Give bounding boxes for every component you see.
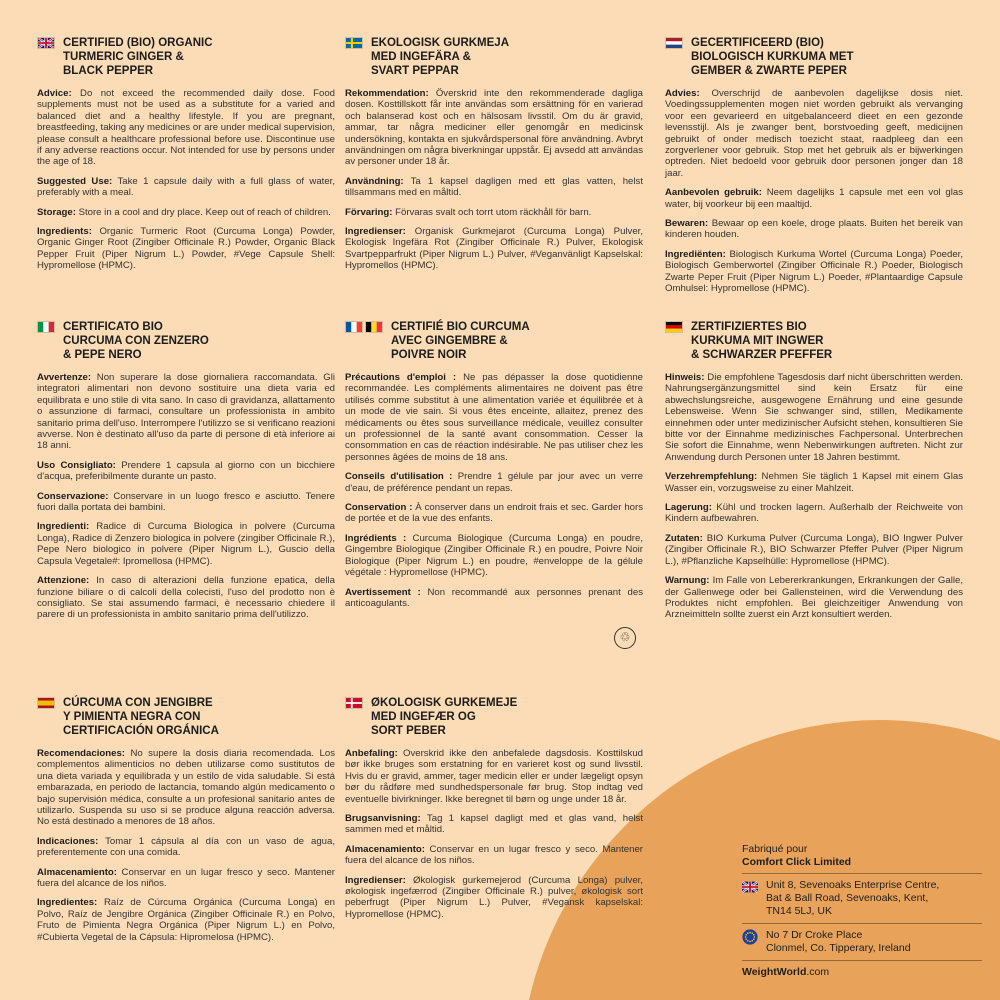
paragraph-text: Prendere 1 capsula al giorno con un bicchiere d'acqua, preferibilmente durante un pasto. (37, 459, 335, 483)
recycle-icon: ♲ (614, 627, 636, 649)
website-bold: WeightWorld (742, 966, 807, 978)
section-title: CERTIFIÉ BIO CURCUMA AVEC GINGEMBRE & POIVRE NOIR (391, 321, 530, 361)
flags (345, 697, 363, 709)
section-da (345, 696, 643, 928)
section-paragraph (665, 88, 963, 179)
belgium-flag-icon (365, 321, 383, 333)
section-paragraph (345, 844, 643, 867)
paragraph-text: Nehmen Sie täglich 1 Kapsel mit einem Glas Wasser ein, vorzugsweise zu einer Mahlzeit. (665, 471, 963, 494)
paragraph-label: Ingredientes: (37, 897, 98, 909)
paragraph-text: Take 1 capsule daily with a full glass of water, preferably with a meal. (37, 175, 335, 199)
paragraph-text: Tomar 1 cápsula al día con un vaso de agua, preferentemente con una comida. (37, 835, 335, 859)
paragraph-text: Raíz de Cúrcuma Orgánica (Curcuma Longa) en Polvo, Raíz de Jengibre Orgánica (Zingiber Officinale R.) en Polvo, Fruto de Pimienta Negra Orgánica (Piper Nigrum L.) en Polvo, #Cubierta Vegetal de la Cápsula: Hipromelosa (HPMC). (37, 897, 335, 943)
flags (37, 321, 55, 333)
section-it (37, 320, 335, 629)
section-de (665, 320, 963, 629)
paragraph-text: Tag 1 kapsel dagligt med et glas vand, helst sammen med et måltid. (345, 813, 643, 836)
paragraph-label: Lagerung: (665, 502, 712, 514)
paragraph-label: Ingredienti: (37, 521, 90, 533)
section-paragraph (345, 748, 643, 805)
netherlands-flag-icon (665, 37, 683, 49)
uk-flag-icon (37, 37, 55, 49)
section-paragraph (37, 226, 335, 272)
paragraph-text: Non recommandé aux personnes prenant des anticoagulants. (345, 586, 644, 609)
section-paragraph (37, 207, 335, 218)
paragraph-text: Kühl und trocken lagern. Außerhalb der Reichweite von Kindern aufbewahren. (665, 502, 963, 525)
paragraph-text: Biologisch Kurkuma Wortel (Curcuma Longa) Poeder, Biologisch Gemberwortel (Zingiber Officinale R.) Poeder, Biologisch Zwarte Peper Fruit (Piper Nigrum L.) Poeder, #Plantaardige Capsule Omhulsel: Hypromellose (HPMC). (665, 248, 963, 295)
section-nl (665, 36, 963, 303)
section-header (345, 696, 643, 738)
paragraph-text: Die empfohlene Tagesdosis darf nicht überschritten werden. Nahrungsergänzungsmittel sind kein Ersatz für eine abwechslungsreiche, ausgewogene Ernährung und eine gesunde Lebensweise. Wenn Sie schwanger sind, stillen, Medikamente einnehmen oder unter medizinischer Aufsicht stehen, konsultieren Sie bitte vor der Einnahme medizinisches Fachpersonal. Unterbrechen Sie sofort die Einnahme, wenn Nebenwirkungen auftreten. Nicht zur Anwendung durch Personen unter 18 Jahren bestimmt. (665, 372, 963, 463)
section-paragraph (37, 176, 335, 199)
paragraph-text: Curcuma Biologique (Curcuma Longa) en poudre, Gingembre Biologique (Zingiber Officinale R.) en poudre, Poivre Noir Biologique (Piper Nigrum L.) en poudre, #enveloppe de la gélule végétale : Hypromellose (HPMC). (345, 532, 643, 579)
paragraph-label: Advice: (37, 88, 72, 99)
section-paragraph (37, 836, 335, 859)
section-paragraph (665, 249, 963, 295)
section-paragraph (345, 207, 643, 218)
section-title: GECERTIFICEERD (BIO) BIOLOGISCH KURKUMA MET GEMBER & ZWARTE PEPER (691, 37, 854, 77)
section-paragraph (665, 533, 963, 567)
paragraph-label: Avertissement : (345, 586, 421, 598)
paragraph-label: Avvertenze: (37, 372, 92, 383)
section-paragraph (665, 575, 963, 621)
spain-flag-icon (37, 697, 55, 709)
paragraph-label: Attenzione: (37, 575, 90, 587)
flags (37, 37, 55, 49)
paragraph-label: Storage: (37, 206, 76, 218)
address-uk (742, 873, 982, 923)
paragraph-label: Aanbevolen gebruik: (665, 187, 762, 199)
section-paragraph (665, 218, 963, 241)
section-paragraph (665, 187, 963, 210)
section-fr (345, 320, 643, 617)
paragraph-label: Uso Consigliato: (37, 459, 116, 471)
paragraph-text: Im Falle von Lebererkrankungen, Erkrankungen der Galle, der Gallenwege oder bei Gallensteinen, wird die Verwendung des Produktes nicht empfohlen. Bei gleichzeitiger Anwendung von Arzneimitteln sollte zuerst ein Arzt konsultiert werden. (665, 575, 963, 621)
paragraph-text: BIO Kurkuma Pulver (Curcuma Longa), BIO Ingwer Pulver (Zingiber Officinale R.), BIO Schwarzer Pfeffer Pulver (Piper Nigrum L.), #Pflanzliche Kapselhülle: Hypromellose (HPMC). (665, 532, 963, 567)
paragraph-text: Do not exceed the recommended daily dose. Food supplements must not be used as a substitute for a varied and balanced diet and a healthy lifestyle. If you are pregnant, breastfeeding, taking any medicines or are under medical supervision, please consult a healthcare professional before use. Discontinue use if any adverse reactions occur. Not intended for use by persons under the age of 18. (37, 88, 335, 168)
section-header (37, 696, 335, 738)
paragraph-text: Organic Turmeric Root (Curcuma Longa) Powder, Organic Ginger Root (Zingiber Officinale R.) Powder, Organic Black Pepper Fruit (Piper Nigrum L.) Powder, #Vege Capsule Shell: Hypromellose (HPMC). (37, 226, 335, 272)
section-paragraph (37, 491, 335, 514)
paragraph-text: Økologisk gurkemejerod (Curcuma Longa) pulver, økologisk ingefærrod (Zingiber Officinale R.) pulver, økologisk sort peberfrugt (Piper Nigrum L.) Pulver, #Vegansk kapselskal: Hypromellose (HPMC). (345, 874, 643, 920)
section-paragraph (37, 748, 335, 828)
paragraph-label: Conservation : (345, 502, 413, 514)
section-paragraph (345, 813, 643, 836)
section-paragraph (37, 372, 335, 452)
address-ie (742, 923, 982, 960)
paragraph-text: Conservar en un lugar fresco y seco. Mantener fuera del alcance de los niños. (345, 843, 643, 867)
section-paragraph (37, 521, 335, 567)
paragraph-label: Brugsanvisning: (345, 813, 421, 825)
website-tld: .com (806, 966, 830, 978)
paragraph-label: Conseils d'utilisation : (345, 471, 453, 483)
address-uk-text: Unit 8, Sevenoaks Enterprise Centre, Bat & Ball Road, Sevenoaks, Kent, TN14 5LJ, UK (766, 879, 940, 917)
section-paragraph (37, 575, 335, 621)
section-header (665, 320, 963, 362)
paragraph-text: No supere la dosis diaria recomendada. Los complementos alimenticios no deben utilizarse como sustitutos de una dieta variada y equilibrada y un estilo de vida saludable. Si está embarazada, en periodo de lactancia, tomando algún medicamento o bajo supervisión médica, consulte a un profesional sanitario antes de utilizarlo. Suspenda su uso si se produce alguna reacción adversa. No está destinado a menores de 18 años. (37, 748, 335, 828)
eu-flag-icon (742, 929, 758, 945)
paragraph-label: Rekommendation: (345, 88, 429, 99)
section-paragraph (345, 226, 643, 272)
section-title: EKOLOGISK GURKMEJA MED INGEFÄRA & SVART PEPPAR (371, 37, 510, 77)
manufacturer-block (742, 843, 982, 978)
section-paragraph (345, 471, 643, 494)
flags (345, 321, 383, 333)
section-title: ZERTIFIZIERTES BIO KURKUMA MIT INGWER & SCHWARZER PFEFFER (691, 321, 833, 361)
paragraph-text: Conservare in un luogo fresco e asciutto. Tenere fuori dalla portata dei bambini. (37, 490, 335, 514)
section-paragraph (37, 88, 335, 168)
section-en (37, 36, 335, 280)
section-paragraph (345, 875, 643, 921)
section-paragraph (345, 176, 643, 199)
section-paragraph (37, 460, 335, 483)
paragraph-text: Överskrid inte den rekommenderade dagliga dosen. Kosttillskott får inte användas som ersättning för en varierad och balanserad kost och en hälsosam livsstil. Om du är gravid, ammar, tar några mediciner eller genomgår en medicinsk undersökning, kontakta en sjukvårdspersonal före användning. Avbryt användningen om några biverkningar uppstår. Ej avsedd att användas av personer under 18 år. (345, 88, 643, 168)
section-title: ØKOLOGISK GURKEMEJE MED INGEFÆR OG SORT PEBER (371, 697, 518, 737)
paragraph-label: Zutaten: (665, 532, 703, 544)
section-title: CÚRCUMA CON JENGIBRE Y PIMIENTA NEGRA CON CERTIFICACIÓN ORGÁNICA (63, 697, 219, 737)
paragraph-label: Ingrédients : (345, 532, 407, 544)
section-header (665, 36, 963, 78)
italy-flag-icon (37, 321, 55, 333)
section-paragraph (345, 502, 643, 525)
flags (665, 321, 683, 333)
denmark-flag-icon (345, 697, 363, 709)
paragraph-label: Précautions d'emploi : (345, 372, 457, 383)
website[interactable] (742, 960, 982, 978)
paragraph-text: Ne pas dépasser la dose quotidienne recommandée. Les compléments alimentaires ne doivent pas être utilisés comme substitut à une alimentation variée et équilibrée et à un mode de vie sain. Si vous êtes enceinte, allaitez, prenez des médicaments ou êtes sous surveillance médicale, veuillez consulter un professionnel de la santé avant consommation. Cesser la consommation en cas de réaction indésirable. Ne pas utiliser chez les personnes âgées de moins de 18 ans. (345, 372, 643, 463)
section-paragraph (345, 533, 643, 579)
paragraph-text: Prendre 1 gélule par jour avec un verre d'eau, de préférence pendant un repas. (345, 471, 643, 494)
section-header (345, 320, 643, 362)
section-header (37, 320, 335, 362)
paragraph-text: Overskrid ikke den anbefalede dagsdosis. Kosttilskud bør ikke bruges som erstatning for en varieret kost og sund livsstil. Hvis du er gravid, ammer, tager medicin eller er under lægeligt opsyn bør du rådføre med sundhedspersonale før brug. Stop indtag ved eventuelle bivirkninger. Ikke beregnet til børn og unge under 18 år. (345, 748, 643, 805)
section-es (37, 696, 335, 951)
flags (345, 37, 363, 49)
paragraph-label: Almacenamiento: (345, 843, 425, 855)
flags (665, 37, 683, 49)
paragraph-text: Radice di Curcuma Biologica in polvere (Curcuma Longa), Radice di Zenzero biologica in polvere (zingiber Officinale R.), Pepe Nero biologico in polvere (Piper Nigrum L.), Guscio della Capsula Vegetale#: Ipromellosa (HPMC). (37, 521, 335, 567)
section-paragraph (665, 471, 963, 494)
paragraph-label: Förvaring: (345, 206, 393, 218)
paragraph-label: Almacenamiento: (37, 866, 117, 878)
paragraph-label: Hinweis: (665, 372, 705, 383)
paragraph-label: Ingredients: (37, 226, 92, 238)
paragraph-text: Store in a cool and dry place. Keep out of reach of children. (75, 206, 331, 218)
paragraph-text: Organisk Gurkmejarot (Curcuma Longa) Pulver, Ekologisk Ingefära Rot (Zingiber Officinale R.) Pulver, Ekologisk Svartpepparfrukt (Piper Nigrum L.) Pulver, #Veganvänligt Kapselskal: Hypromellos (HPMC). (345, 226, 643, 272)
germany-flag-icon (665, 321, 683, 333)
section-header (345, 36, 643, 78)
paragraph-label: Ingredienser: (345, 874, 406, 886)
paragraph-text: Neem dagelijks 1 capsule met een vol glas water, bij voorkeur bij een maaltijd. (665, 187, 964, 210)
section-header (37, 36, 335, 78)
section-title: CERTIFICATO BIO CURCUMA CON ZENZERO & PEPE NERO (63, 321, 209, 361)
section-sv (345, 36, 643, 280)
company-name: Comfort Click Limited (742, 856, 852, 868)
paragraph-label: Warnung: (665, 575, 710, 587)
paragraph-text: In caso di alterazioni della funzione epatica, della funzione biliare o di calcoli della colecisti, l'uso del prodotto non è consigliato. Se stai assumendo farmaci, è necessario chiedere il parere di un professionista in ambito sanitario prima dell'utilizzo. (37, 575, 335, 621)
paragraph-label: Bewaren: (665, 218, 709, 230)
paragraph-label: Indicaciones: (37, 835, 99, 847)
paragraph-text: Conservar en un lugar fresco y seco. Mantener fuera del alcance de los niños. (37, 866, 335, 890)
paragraph-text: Overschrijd de aanbevolen dagelijkse dosis niet. Voedingssupplementen mogen niet worden gebruikt als vervanging voor een gevarieerd en uitgebalanceerd dieet en een gezonde levensstijl. Als je zwanger bent, borstvoeding geeft, medicijnen gebruikt of onder medisch toezicht staat, raadpleeg dan een zorgverlener voor gebruik. Stop met het gebruik als er bijwerkingen optreden. Niet bedoeld voor gebruik door personen jonger dan 18 jaar. (665, 88, 963, 179)
paragraph-label: Suggested Use: (37, 175, 113, 187)
paragraph-text: Bewaar op een koele, droge plaats. Buiten het bereik van kinderen houden. (665, 218, 963, 241)
paragraph-label: Conservazione: (37, 490, 109, 502)
paragraph-label: Advies: (665, 88, 700, 99)
france-flag-icon (345, 321, 363, 333)
paragraph-label: Användning: (345, 175, 404, 187)
section-paragraph (345, 587, 643, 610)
section-paragraph (37, 897, 335, 943)
paragraph-text: Förvaras svalt och torrt utom räckhåll för barn. (392, 206, 592, 218)
section-paragraph (665, 502, 963, 525)
paragraph-label: Verzehrempfehlung: (665, 471, 758, 483)
paragraph-label: Anbefaling: (345, 748, 398, 759)
section-title: CERTIFIED (BIO) ORGANIC TURMERIC GINGER & BLACK PEPPER (63, 37, 213, 77)
paragraph-text: À conserver dans un endroit frais et sec. Garder hors de portée et de la vue des enfants. (345, 502, 643, 525)
paragraph-label: Ingrediënten: (665, 248, 726, 260)
section-paragraph (345, 88, 643, 168)
paragraph-text: Non superare la dose giornaliera raccomandata. Gli integratori alimentari non devono sostituire una dieta varia ed equilibrata e uno stile di vita sano. In caso di gravidanza, allattamento o assunzione di farmaci, consultare un professionista in ambito sanitario prima dell'uso. Interrompere l'utilizzo se si verificano reazioni avverse. Non è destinato all'uso da parte di persone di età inferiore ai 18 anni. (37, 372, 335, 452)
flags (37, 697, 55, 709)
uk-flag-icon (742, 879, 758, 895)
paragraph-label: Recomendaciones: (37, 748, 125, 759)
sweden-flag-icon (345, 37, 363, 49)
section-paragraph (345, 372, 643, 463)
section-paragraph (37, 867, 335, 890)
fabrique-pour: Fabriqué pour (742, 843, 808, 855)
section-paragraph (665, 372, 963, 463)
paragraph-label: Ingredienser: (345, 226, 406, 238)
paragraph-text: Ta 1 kapsel dagligen med ett glas vatten, helst tillsammans med en måltid. (345, 175, 643, 199)
address-ie-text: No 7 Dr Croke Place Clonmel, Co. Tipperary, Ireland (766, 929, 911, 954)
